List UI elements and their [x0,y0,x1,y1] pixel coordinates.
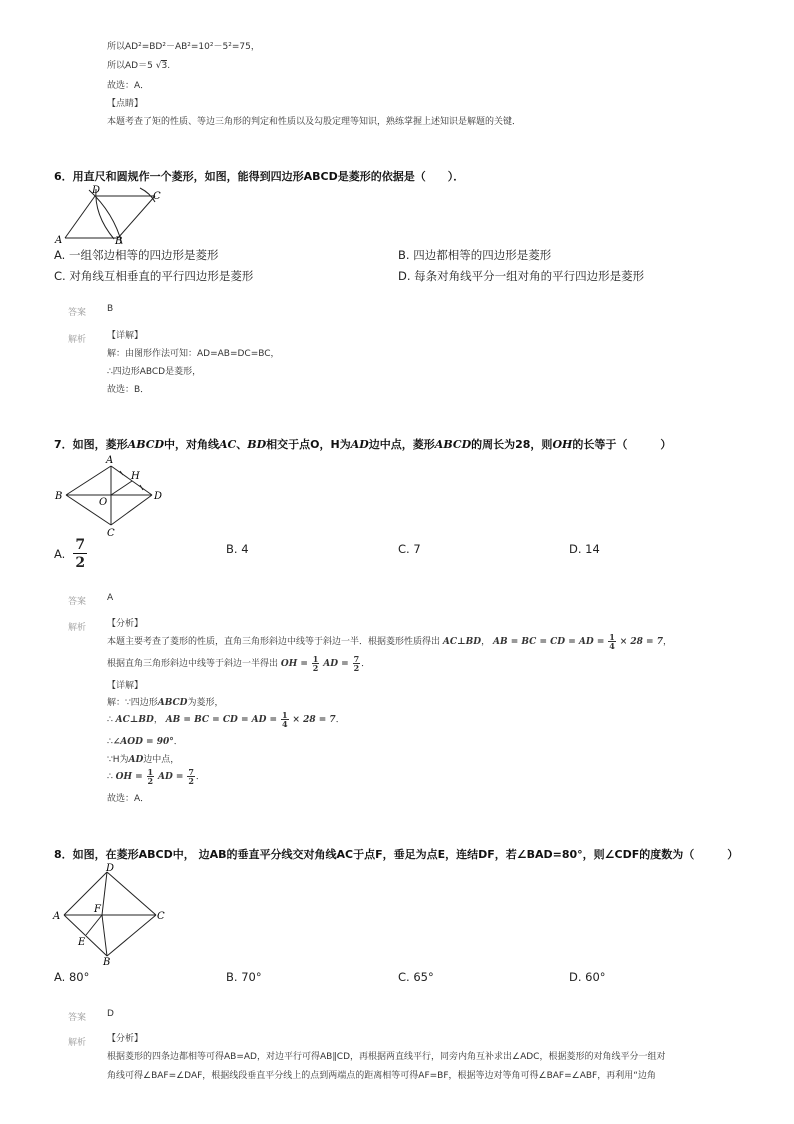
q6-label-b: B [115,236,123,245]
top-line-5: 本题考查了矩的性质、等边三角形的判定和性质以及勾股定理等知识，熟练掌握上述知识是解题的关键． [107,117,522,127]
q7-d2-m3: AB = BC = CD = AD = [165,715,278,725]
q7-option-c[interactable]: C. 7 [398,542,421,556]
q6-analysis-label: 解析 [68,335,87,345]
q6-label-a: A [55,235,63,245]
q6-analysis-line-2: 解：由图形作法可知：AD=AB=DC=BC， [107,349,280,359]
q7-d5-pre: ∴ [107,772,113,782]
q7-stem-g: 相交于点O，H为 [266,438,351,451]
top-line-2-prefix: 所以AD＝5 [107,61,153,71]
q7-label-a: A [106,455,114,466]
q7-option-a-prefix: A. [54,547,66,561]
q8-option-c[interactable]: C. 65° [398,970,434,984]
q7-stem-l: OH [552,438,573,451]
q7-a1-m1: AC⊥BD [442,637,482,647]
top-line-3: 故选：A． [107,81,150,91]
q7-a1-m3: AB = BC = CD = AD = [492,637,605,647]
q7-a1-fd: 4 [609,641,615,651]
q7-option-a[interactable] [54,538,88,570]
q7-answer: A [107,593,114,603]
q7-analysis-line-1 [107,633,672,651]
q7-d2-fd: 4 [281,719,288,729]
q8-answer-label: 答案 [68,1013,87,1023]
q7-stem-h: AD [350,438,369,451]
q7-label-h: H [131,471,140,482]
q7-a1-m2: ， [481,637,491,647]
q7-d5-f1n: 1 [147,767,154,777]
q7-stem-b: ABCD [127,438,164,451]
top-line-2: 所以AD＝5 √3. [107,61,171,71]
q7-a1-end: ， [662,637,672,647]
q7-d2-fn: 1 [281,710,288,720]
q7-option-a-num: 7 [75,537,86,553]
q7-d3-m: ∠AOD = 90° [112,737,174,747]
q7-d5-f2d: 2 [188,776,194,786]
q7-detail-line-6: 故选：A． [107,794,150,804]
q6-label-c: C [153,191,161,202]
q7-d1-m: ABCD [157,698,188,708]
q7-a1-fn: 1 [609,632,615,642]
q8-label-c: C [157,911,165,922]
q7-option-a-den: 2 [75,555,86,571]
q7-d5-f2n: 7 [188,767,194,777]
q7-d2-pre: ∴ [107,715,113,725]
q6-answer-label: 答案 [68,308,87,318]
q7-stem-i: 边中点，菱形 [368,438,435,451]
q6-analysis-line-4: 故选：B． [107,385,150,395]
q6-answer: B [107,304,114,314]
q7-d5-end: ． [195,772,205,782]
q7-stem-f: BD [247,438,267,451]
q7-detail-line-3 [107,733,183,751]
q6-figure [52,183,164,245]
q8-answer: D [107,1009,114,1019]
q7-stem [54,436,671,452]
q7-analysis-label: 解析 [68,623,87,633]
q7-figure [52,451,172,539]
q7-detail-line-5 [107,768,205,786]
q7-a2-text: 根据直角三角形斜边中线等于斜边一半得出 [107,659,279,669]
q8-label-e: E [78,937,86,948]
q7-label-c: C [107,528,115,539]
q8-analysis-label: 解析 [68,1038,87,1048]
q7-d1-text: 解：∵四边形 [107,698,158,708]
q7-d4-pre: ∵H为 [107,755,129,765]
sqrt-symbol: √ [155,61,162,71]
q7-fenxi-tag: 【分析】 [107,619,144,629]
q7-answer-label: 答案 [68,597,87,607]
q7-d2-m2: ， [153,715,163,725]
q7-option-a-fraction [73,538,87,570]
q7-a1-fraction [608,633,616,650]
q7-d5-f1d: 2 [147,776,154,786]
q6-label-d: D [92,185,101,196]
q6-stem: 6．用直尺和圆规作一个菱形，如图，能得到四边形ABCD是菱形的依据是（ ）． [54,170,465,183]
top-line-1: 所以AD²=BD²－AB²=10²－5²=75， [107,42,260,52]
q7-d3-pre: ∴ [107,737,113,747]
q7-stem-d: AC [219,438,237,451]
q7-a2-fraction-1 [312,655,320,672]
q7-d2-m4: × 28 = 7 [292,715,336,725]
q8-label-d: D [106,863,115,874]
q6-option-c[interactable]: C. 对角线互相垂直的平行四边形是菱形 [54,269,254,283]
q7-detail-line-2 [107,711,345,729]
q6-analysis-line-3: ∴四边形ABCD是菱形， [107,367,202,377]
q8-figure [52,861,177,967]
q7-label-b: B [55,491,63,502]
q7-label-d: D [154,491,163,502]
q7-a2-f1d: 2 [312,663,319,673]
q7-d5-fraction-2 [187,768,195,785]
q7-d2-end: ． [335,715,345,725]
q7-a1-text: 本题主要考查了菱形的性质，直角三角形斜边中线等于斜边一半．根据菱形性质得出 [107,637,441,647]
q7-d5-m1: OH = [115,772,143,782]
q8-label-f: F [94,904,101,915]
q7-d1-end: 为菱形， [187,698,224,708]
q7-stem-c: 中，对角线 [164,438,219,451]
q7-stem-m: 的长等于（ ） [572,438,672,451]
q7-stem-j: ABCD [434,438,472,451]
q7-d4-m: AD [128,755,144,765]
q7-a2-f2d: 2 [353,663,360,673]
q7-d2-m1: AC⊥BD [115,715,154,725]
q7-stem-e: 、 [236,438,248,451]
q8-label-a: A [53,911,61,922]
q8-analysis-line-1: 根据菱形的四条边都相等可得AB=AD，对边平行可得AB∥CD，再根据两直线平行，同旁内角互补求出∠ADC，根据菱形的对角线平分一组对 [107,1052,666,1062]
q6-option-a[interactable]: A. 一组邻边相等的四边形是菱形 [54,248,219,262]
q7-a2-f2n: 7 [353,654,360,664]
q7-label-o: O [99,497,108,508]
q8-stem: 8．如图，在菱形ABCD中， 边AB的垂直平分线交对角线AC于点F，垂足为点E，连结DF，若∠BAD=80°，则∠CDF的度数为（ ） [54,848,739,861]
q6-option-b[interactable]: B. 四边都相等的四边形是菱形 [398,248,552,262]
q7-option-d[interactable]: D. 14 [569,542,600,556]
q7-detail-line-1 [107,694,223,712]
top-line-2-root: 3 [161,61,168,71]
q7-d2-fraction [281,711,289,728]
q7-detail-line-4 [107,751,179,769]
q7-stem-k: 的周长为28，则 [471,438,553,451]
top-tag: 【点睛】 [107,99,144,109]
q7-a1-m4: × 28 = 7 [619,637,663,647]
q7-a2-m2: AD = [323,659,349,669]
q8-analysis-line-2: 角线可得∠BAF=∠DAF，根据线段垂直平分线上的点到两端点的距离相等可得AF=BF，根据等边对等角可得∠BAF=∠ABF，再利用“边角 [107,1071,656,1081]
q6-option-d[interactable]: D. 每条对角线平分一组对角的平行四边形是菱形 [398,269,645,283]
q7-a2-f1n: 1 [312,654,319,664]
q8-option-a[interactable]: A. 80° [54,970,90,984]
q7-d5-fraction-1 [147,768,155,785]
q7-d5-m2: AD = [157,772,184,782]
q7-a2-m1: OH = [280,659,308,669]
q7-stem-a: 7．如图，菱形 [54,438,128,451]
q6-analysis-line-1: 【详解】 [107,331,144,341]
q7-xiangjie-tag: 【详解】 [107,681,144,691]
q7-a2-fraction-2 [353,655,361,672]
q8-label-b: B [103,957,111,967]
q7-option-b[interactable]: B. 4 [226,542,249,556]
q7-d4-end: 边中点， [143,755,180,765]
q8-option-d[interactable]: D. 60° [569,970,606,984]
q8-fenxi-tag: 【分析】 [107,1034,144,1044]
q7-d3-end: ． [173,737,183,747]
q7-a2-end: ． [361,659,371,669]
q8-option-b[interactable]: B. 70° [226,970,262,984]
q7-analysis-line-2 [107,655,370,673]
